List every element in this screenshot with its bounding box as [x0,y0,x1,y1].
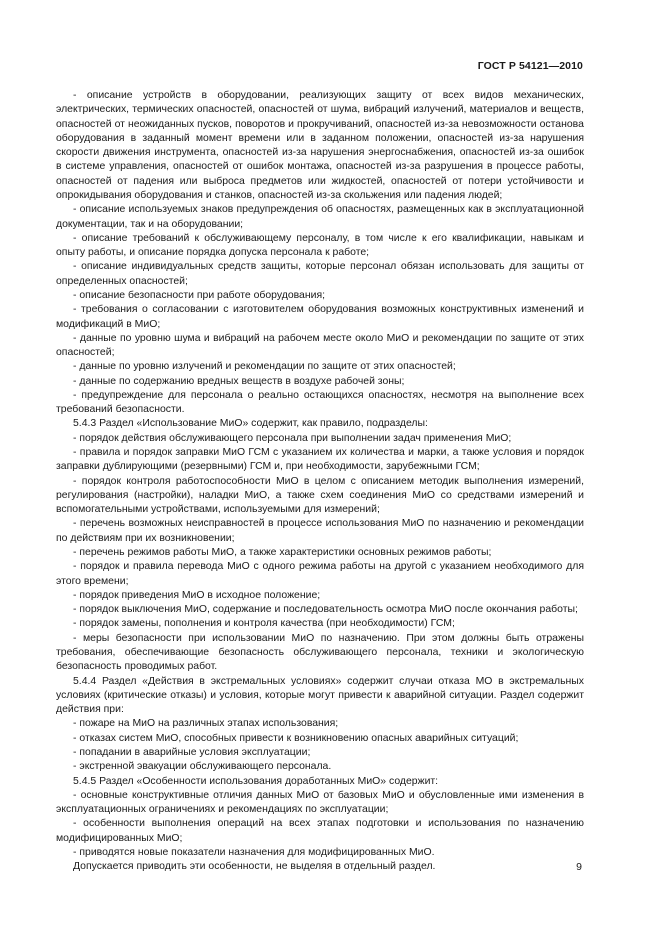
paragraph: - предупреждение для персонала о реально остающихся опасностях, несмотря на выполнение всех требований безопасности. [56,389,584,416]
paragraph: - попадании в аварийные условия эксплуатации; [73,746,311,758]
section-heading: 5.4.4 Раздел «Действия в экстремальных условиях» содержит случаи отказа МО в экстремальных условиях (критические отказы) и условия, которые могут привести к аварийной ситуации. Раздел содержит действия при: [56,675,584,716]
paragraph: - порядок приведения МиО в исходное положение; [73,589,321,601]
paragraph: - меры безопасности при использовании МиО по назначению. При этом должны быть отражены требования, обеспечивающие безопасность обслуживающего персонала, техники и экологическую безопасность проводимых работ. [56,632,584,673]
paragraph: - приводятся новые показатели назначения для модифицированных МиО. [73,846,435,858]
section-heading: 5.4.3 Раздел «Использование МиО» содержит, как правило, подразделы: [73,418,428,430]
paragraph: - отказах систем МиО, способных привести к возникновению опасных аварийных ситуаций; [73,732,519,744]
document-number: ГОСТ Р 54121—2010 [477,60,583,72]
paragraph: Допускается приводить эти особенности, не выделяя в отдельный раздел. [73,861,436,873]
paragraph: - пожаре на МиО на различных этапах использования; [73,718,339,730]
paragraph: - данные по уровню излучений и рекомендации по защите от этих опасностей; [73,361,456,373]
document-body [56,89,584,874]
paragraph: - порядок контроля работоспособности МиО в целом с описанием методик выполнения измерений, регулирования (настройки), наладки МиО, а также схем соединения МиО со средствами измерений и вспомогательными устройствами, используемыми для измерений; [56,475,584,516]
paragraph: - перечень возможных неисправностей в процессе использования МиО по назначению и рекомендации по действиям при их возникновении; [56,518,584,544]
paragraph: - описание устройств в оборудовании, реализующих защиту от всех видов механических, электрических, термических опасностей, опасностей от шума, вибраций излучений, материалов и веществ, опасностей от неожиданных пусков, поворотов и прокручиваний, опасностей из-за невозможности остановa оборудования в заданный момент времени или в заданном положении, опасностей из-за нарушения скорости движения инструмента, опасностей из-за нарушения энергоснабжения, опасностей из-за ошибок в системе управления, опасностей от ошибок монтажа, опасностей из-за разрушения в процессе работы, опасностей от падения или выброса предметов или жидкостей, опасностей от потери устойчивости и опрокидывания оборудования и станков, опасностей из-за скольжения или падения людей; [56,90,584,201]
paragraph: - экстренной эвакуации обслуживающего персонала. [73,761,332,773]
page-number: 9 [576,861,582,873]
paragraph: - порядок выключения МиО, содержание и последовательность осмотра МиО после окончания работы; [73,604,578,616]
paragraph: - описание безопасности при работе оборудования; [73,289,326,301]
paragraph: - описание индивидуальных средств защиты, которые персонал обязан использовать для защиты от определенных опасностей; [56,261,584,287]
paragraph: - данные по уровню шума и вибраций на рабочем месте около МиО и рекомендации по защите от этих опасностей; [56,332,584,359]
paragraph: - описание требований к обслуживающему персоналу, в том числе к его квалификации, навыкам и опыту работы, и описание порядка допуска персонала к работе; [56,232,584,259]
paragraph: - требования о согласовании с изготовителем оборудования возможных конструктивных изменений и модификаций в МиО; [56,304,584,330]
paragraph: - порядок действия обслуживающего персонала при выполнении задач применения МиО; [73,432,512,444]
paragraph: - перечень режимов работы МиО, а также характеристики основных режимов работы; [73,547,492,558]
paragraph: - описание используемых знаков предупреждения об опасностях, размещенных как в эксплуатационной документации, так и на оборудовании; [56,204,584,230]
paragraph: - особенности выполнения операций на всех этапах подготовки и использования по назначению модифицированных МиО; [56,818,584,844]
section-heading: 5.4.5 Раздел «Особенности использования доработанных МиО» содержит: [73,775,439,787]
paragraph: - данные по содержанию вредных веществ в воздухе рабочей зоны; [73,375,405,387]
paragraph: - порядок замены, пополнения и контроля качества (при необходимости) ГСМ; [73,618,455,630]
paragraph: - правила и порядок заправки МиО ГСМ с указанием их количества и марки, а также условия и порядок заправки дублирующими (резервными) ГСМ и, при необходимости, зарубежными ГСМ; [56,447,584,473]
paragraph: - основные конструктивные отличия данных МиО от базовых МиО и обусловленные ими изменения в эксплуатационных ограничениях и рекомендациях по эксплуатации; [56,789,584,816]
paragraph: - порядок и правила перевода МиО с одного режима работы на другой с указанием необходимого для этого времени; [56,561,584,587]
